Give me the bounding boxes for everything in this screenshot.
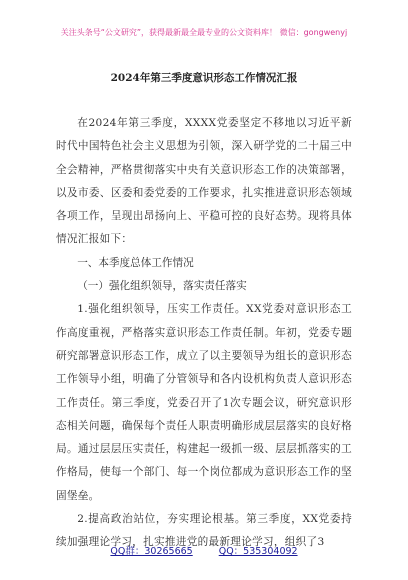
body-paragraph-2: 2.提高政治站位，夯实理论根基。第三季度，XX党委持续加强理论学习，扎实推进党的最新理论学习，组织了3 <box>56 513 352 549</box>
document-body <box>56 112 352 555</box>
document-title: 2024年第三季度意识形态工作情况汇报 <box>110 72 298 84</box>
section-heading: 一、本季度总体工作情况 <box>77 256 194 269</box>
qq-group-link[interactable]: QQ群：30265665 <box>110 546 193 557</box>
promo-banner <box>0 22 408 42</box>
footer-contact <box>0 540 408 560</box>
subsection-heading: （一）强化组织领导，落实责任落实 <box>77 280 247 293</box>
qq-contact-link[interactable]: QQ：535304092 <box>218 546 298 557</box>
body-paragraph-1: 1.强化组织领导，压实工作责任。XX党委对意识形态工作高度重视，严格落实意识形态工作责任制。年初，党委专题研究部署意识形态工作，成立了以主要领导为组长的意识形态工作领导小组，明确了分管领导和各内设机构负责人意识形态工作责任。第三季度，党委召开了1次专题会议，研究意识形态相关问题，确保每个责任人职责明确形成层层落实的良好格局。通过层层压实责任，构建起一级抓一级、层层抓落实的工作格局，使每一个部门、每一个岗位都成为意识形态工作的坚固堡垒。 <box>56 303 352 502</box>
promo-banner-text: 关注头条号“公文研究”，获得最新最全最专业的公文资料库！ 微信：gongwenyj <box>60 27 348 37</box>
intro-paragraph: 在2024年第三季度，XXXX党委坚定不移地以习近平新时代中国特色社会主义思想为引领，深入研学党的二十届三中全会精神，严格贯彻落实中央有关意识形态工作的决策部署，以及市委、区委和委党委的工作要求，扎实推进意识形态领域各项工作，呈现出昂扬向上、平稳可控的良好态势。现将具体情况汇报如下： <box>56 117 352 246</box>
